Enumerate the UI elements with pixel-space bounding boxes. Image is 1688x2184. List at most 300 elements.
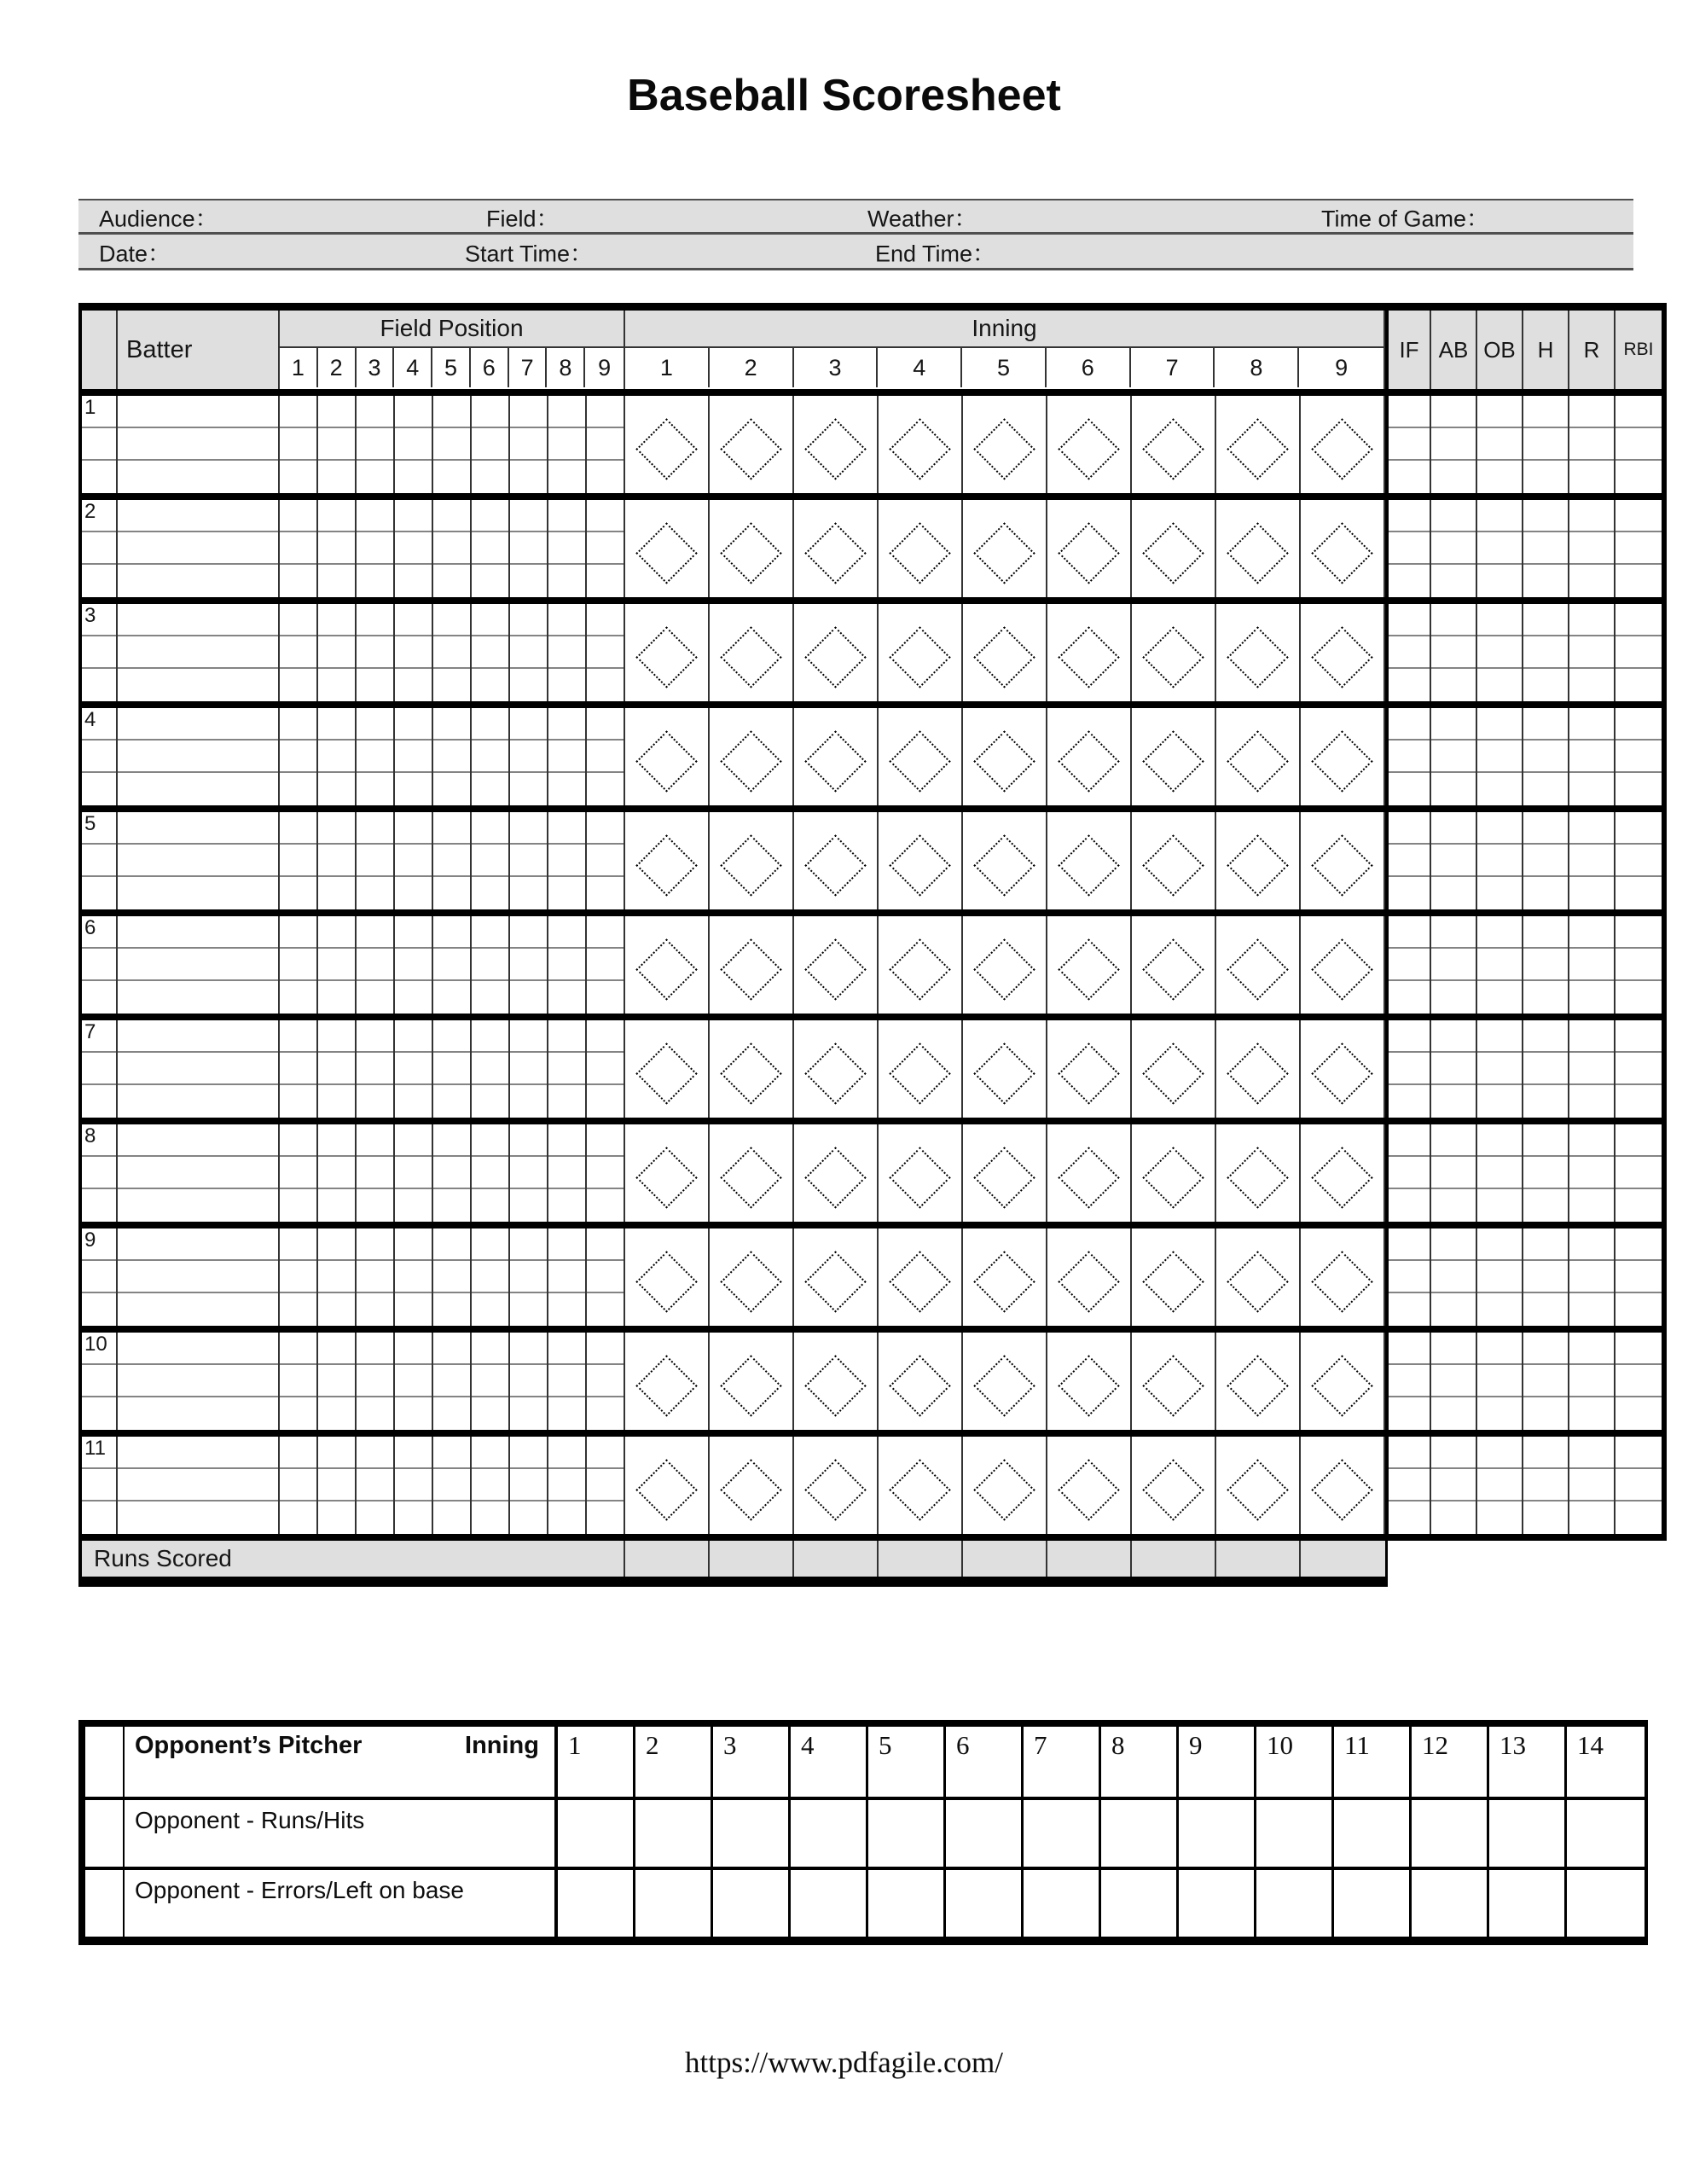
stat-cell[interactable] [1431, 1020, 1477, 1118]
opponent-inning-col-5[interactable]: 5 [868, 1727, 946, 1797]
inning-cell[interactable] [794, 396, 879, 493]
batter-name-cell[interactable] [118, 500, 280, 597]
stat-cell[interactable] [1385, 812, 1431, 909]
inning-cell[interactable] [963, 1124, 1047, 1222]
inning-cell[interactable] [1301, 1228, 1385, 1326]
inning-cell[interactable] [1047, 1228, 1132, 1326]
inning-cell[interactable] [710, 604, 794, 701]
runs-scored-cell[interactable] [794, 1541, 879, 1577]
inning-cell[interactable] [625, 1124, 710, 1222]
opponent-cell[interactable] [868, 1870, 946, 1937]
inning-cell[interactable] [1132, 916, 1216, 1014]
runs-scored-cell[interactable] [710, 1541, 794, 1577]
stat-cell[interactable] [1431, 1437, 1477, 1534]
inning-cell[interactable] [879, 916, 963, 1014]
field-position-cell[interactable] [472, 1333, 510, 1430]
field-position-cell[interactable] [280, 1020, 318, 1118]
field-position-cell[interactable] [357, 1437, 395, 1534]
inning-cell[interactable] [794, 1437, 879, 1534]
field-position-cell[interactable] [280, 604, 318, 701]
opponent-inning-col-12[interactable]: 12 [1412, 1727, 1489, 1797]
opponent-inning-col-7[interactable]: 7 [1024, 1727, 1101, 1797]
opponent-cell[interactable] [558, 1870, 635, 1937]
inning-cell[interactable] [1216, 916, 1301, 1014]
stat-cell[interactable] [1477, 1437, 1523, 1534]
stat-cell[interactable] [1615, 916, 1662, 1014]
field-position-cell[interactable] [395, 1333, 433, 1430]
opponent-inning-col-14[interactable]: 14 [1577, 1730, 1604, 1760]
opponent-cell[interactable] [1489, 1870, 1567, 1937]
runs-scored-cell[interactable] [625, 1541, 710, 1577]
field-position-cell[interactable] [318, 1228, 357, 1326]
stat-cell[interactable] [1385, 1020, 1431, 1118]
field-position-cell[interactable] [357, 396, 395, 493]
field-position-cell[interactable] [318, 396, 357, 493]
inning-cell[interactable] [879, 500, 963, 597]
field-position-cell[interactable] [472, 708, 510, 805]
stat-cell[interactable] [1569, 1437, 1615, 1534]
opponent-cell[interactable] [1101, 1870, 1179, 1937]
opponent-cell[interactable] [791, 1800, 868, 1867]
inning-cell[interactable] [963, 1228, 1047, 1326]
field-position-cell[interactable] [548, 1228, 587, 1326]
inning-cell[interactable] [1216, 604, 1301, 701]
field-position-cell[interactable] [510, 396, 548, 493]
inning-cell[interactable] [879, 708, 963, 805]
inning-cell[interactable] [963, 708, 1047, 805]
field-position-cell[interactable] [395, 1437, 433, 1534]
stat-cell[interactable] [1523, 916, 1569, 1014]
field-position-cell[interactable] [548, 916, 587, 1014]
field-position-cell[interactable] [318, 1124, 357, 1222]
field-position-cell[interactable] [280, 708, 318, 805]
field-position-cell[interactable] [280, 396, 318, 493]
opponent-cell[interactable] [635, 1800, 713, 1867]
field-position-cell[interactable] [472, 812, 510, 909]
inning-cell[interactable] [625, 1228, 710, 1326]
opponent-inning-col-11[interactable]: 11 [1334, 1727, 1412, 1797]
inning-cell[interactable] [625, 396, 710, 493]
field-position-cell[interactable] [280, 1228, 318, 1326]
opponent-cell[interactable] [1567, 1870, 1644, 1937]
inning-cell[interactable] [1301, 500, 1385, 597]
field-position-cell[interactable] [472, 396, 510, 493]
batter-name-cell[interactable] [118, 396, 280, 493]
stat-cell[interactable] [1477, 604, 1523, 701]
field-position-cell[interactable] [548, 1020, 587, 1118]
field-position-cell[interactable] [472, 500, 510, 597]
stat-cell[interactable] [1385, 1333, 1431, 1430]
field-position-cell[interactable] [318, 708, 357, 805]
stat-cell[interactable] [1477, 708, 1523, 805]
stat-cell[interactable] [1431, 396, 1477, 493]
inning-cell[interactable] [1301, 1333, 1385, 1430]
inning-cell[interactable] [963, 1020, 1047, 1118]
field-position-cell[interactable] [433, 604, 472, 701]
opponent-cell[interactable] [558, 1800, 635, 1867]
field-position-cell[interactable] [395, 396, 433, 493]
inning-cell[interactable] [794, 916, 879, 1014]
inning-cell[interactable] [879, 1124, 963, 1222]
field-position-cell[interactable] [433, 916, 472, 1014]
inning-cell[interactable] [625, 1437, 710, 1534]
inning-cell[interactable] [1132, 1333, 1216, 1430]
field-position-cell[interactable] [357, 812, 395, 909]
inning-cell[interactable] [1301, 1437, 1385, 1534]
field-position-cell[interactable] [548, 1124, 587, 1222]
stat-cell[interactable] [1615, 1228, 1662, 1326]
field-position-cell[interactable] [357, 708, 395, 805]
opponent-cell[interactable] [1412, 1800, 1489, 1867]
stat-cell[interactable] [1569, 916, 1615, 1014]
batter-name-cell[interactable] [118, 1437, 280, 1534]
field-position-cell[interactable] [472, 1228, 510, 1326]
inning-cell[interactable] [1132, 1020, 1216, 1118]
inning-cell[interactable] [625, 708, 710, 805]
inning-cell[interactable] [1047, 916, 1132, 1014]
opponent-cell[interactable] [1101, 1800, 1179, 1867]
runs-scored-cell[interactable] [1301, 1541, 1385, 1577]
stat-cell[interactable] [1523, 812, 1569, 909]
inning-cell[interactable] [794, 604, 879, 701]
opponent-cell[interactable] [868, 1800, 946, 1867]
opponent-inning-col-10[interactable]: 10 [1256, 1727, 1334, 1797]
stat-cell[interactable] [1615, 812, 1662, 909]
inning-cell[interactable] [1047, 604, 1132, 701]
field-position-cell[interactable] [548, 396, 587, 493]
stat-cell[interactable] [1385, 1437, 1431, 1534]
inning-cell[interactable] [963, 812, 1047, 909]
stat-cell[interactable] [1523, 604, 1569, 701]
field-position-cell[interactable] [510, 500, 548, 597]
batter-name-cell[interactable] [118, 1124, 280, 1222]
opponent-cell[interactable] [1024, 1870, 1101, 1937]
field-position-cell[interactable] [280, 916, 318, 1014]
field-position-cell[interactable] [587, 396, 625, 493]
field-position-cell[interactable] [510, 1228, 548, 1326]
inning-cell[interactable] [879, 1333, 963, 1430]
opponent-inning-col-4[interactable]: 4 [791, 1727, 868, 1797]
field-position-cell[interactable] [357, 1020, 395, 1118]
field-position-cell[interactable] [510, 1333, 548, 1430]
inning-cell[interactable] [710, 1020, 794, 1118]
batter-name-cell[interactable] [118, 708, 280, 805]
inning-cell[interactable] [879, 1228, 963, 1326]
stat-cell[interactable] [1523, 396, 1569, 493]
inning-cell[interactable] [879, 1437, 963, 1534]
stat-cell[interactable] [1477, 500, 1523, 597]
inning-cell[interactable] [1047, 1437, 1132, 1534]
stat-cell[interactable] [1569, 1020, 1615, 1118]
field-position-cell[interactable] [395, 708, 433, 805]
inning-cell[interactable] [625, 500, 710, 597]
inning-cell[interactable] [1047, 812, 1132, 909]
inning-cell[interactable] [1132, 812, 1216, 909]
opponent-inning-col-3[interactable]: 3 [713, 1727, 791, 1797]
stat-cell[interactable] [1431, 500, 1477, 597]
stat-cell[interactable] [1385, 916, 1431, 1014]
inning-cell[interactable] [1132, 1124, 1216, 1222]
opponent-cell[interactable] [946, 1870, 1024, 1937]
field-position-cell[interactable] [433, 1228, 472, 1326]
field-position-cell[interactable] [472, 1020, 510, 1118]
inning-cell[interactable] [879, 604, 963, 701]
batter-name-cell[interactable] [118, 916, 280, 1014]
field-position-cell[interactable] [433, 1020, 472, 1118]
field-position-cell[interactable] [587, 1333, 625, 1430]
field-position-cell[interactable] [433, 708, 472, 805]
field-position-cell[interactable] [433, 500, 472, 597]
inning-cell[interactable] [794, 1333, 879, 1430]
stat-cell[interactable] [1477, 1228, 1523, 1326]
inning-cell[interactable] [1216, 1124, 1301, 1222]
inning-cell[interactable] [1216, 1020, 1301, 1118]
inning-cell[interactable] [1047, 1333, 1132, 1430]
field-position-cell[interactable] [280, 812, 318, 909]
field-position-cell[interactable] [548, 1437, 587, 1534]
field-position-cell[interactable] [472, 916, 510, 1014]
field-position-cell[interactable] [433, 812, 472, 909]
inning-cell[interactable] [879, 1020, 963, 1118]
inning-cell[interactable] [710, 1333, 794, 1430]
inning-cell[interactable] [1047, 500, 1132, 597]
inning-cell[interactable] [794, 1124, 879, 1222]
field-position-cell[interactable] [548, 604, 587, 701]
runs-scored-cell[interactable] [1132, 1541, 1216, 1577]
stat-cell[interactable] [1615, 604, 1662, 701]
inning-cell[interactable] [963, 1437, 1047, 1534]
field-position-cell[interactable] [587, 1228, 625, 1326]
inning-cell[interactable] [1047, 1124, 1132, 1222]
inning-cell[interactable] [625, 604, 710, 701]
opponent-cell[interactable] [1334, 1800, 1412, 1867]
inning-cell[interactable] [625, 1020, 710, 1118]
field-position-cell[interactable] [395, 604, 433, 701]
field-position-cell[interactable] [318, 1437, 357, 1534]
batter-name-cell[interactable] [118, 812, 280, 909]
opponent-inning-col-2[interactable]: 2 [635, 1727, 713, 1797]
opponent-cell[interactable] [713, 1800, 791, 1867]
stat-cell[interactable] [1615, 1437, 1662, 1534]
stat-cell[interactable] [1431, 708, 1477, 805]
opponent-cell[interactable] [1024, 1800, 1101, 1867]
batter-name-cell[interactable] [118, 1228, 280, 1326]
field-position-cell[interactable] [395, 1228, 433, 1326]
field-position-cell[interactable] [472, 604, 510, 701]
inning-cell[interactable] [1301, 396, 1385, 493]
field-position-cell[interactable] [587, 708, 625, 805]
stat-cell[interactable] [1523, 1020, 1569, 1118]
inning-cell[interactable] [710, 708, 794, 805]
batter-name-cell[interactable] [118, 1020, 280, 1118]
inning-cell[interactable] [1132, 396, 1216, 493]
stat-cell[interactable] [1477, 1124, 1523, 1222]
inning-cell[interactable] [1216, 1437, 1301, 1534]
stat-cell[interactable] [1431, 812, 1477, 909]
stat-cell[interactable] [1431, 1228, 1477, 1326]
field-position-cell[interactable] [318, 604, 357, 701]
inning-cell[interactable] [794, 1020, 879, 1118]
opponent-cell[interactable] [1256, 1870, 1334, 1937]
field-position-cell[interactable] [433, 1437, 472, 1534]
inning-cell[interactable] [1216, 500, 1301, 597]
field-position-cell[interactable] [433, 396, 472, 493]
inning-cell[interactable] [625, 812, 710, 909]
field-position-cell[interactable] [433, 1124, 472, 1222]
stat-cell[interactable] [1431, 604, 1477, 701]
field-position-cell[interactable] [280, 500, 318, 597]
stat-cell[interactable] [1477, 812, 1523, 909]
opponent-cell[interactable] [1412, 1870, 1489, 1937]
opponent-cell[interactable] [713, 1870, 791, 1937]
inning-cell[interactable] [963, 916, 1047, 1014]
opponent-cell[interactable] [1179, 1800, 1256, 1867]
opponent-cell[interactable] [791, 1870, 868, 1937]
inning-cell[interactable] [710, 1437, 794, 1534]
inning-cell[interactable] [879, 812, 963, 909]
inning-cell[interactable] [794, 812, 879, 909]
stat-cell[interactable] [1523, 1124, 1569, 1222]
field-position-cell[interactable] [395, 1124, 433, 1222]
runs-scored-cell[interactable] [879, 1541, 963, 1577]
field-position-cell[interactable] [510, 916, 548, 1014]
stat-cell[interactable] [1477, 396, 1523, 493]
stat-cell[interactable] [1615, 708, 1662, 805]
inning-cell[interactable] [710, 1228, 794, 1326]
field-position-cell[interactable] [510, 812, 548, 909]
field-position-cell[interactable] [587, 1124, 625, 1222]
stat-cell[interactable] [1523, 1437, 1569, 1534]
stat-cell[interactable] [1385, 708, 1431, 805]
stat-cell[interactable] [1569, 812, 1615, 909]
field-position-cell[interactable] [395, 500, 433, 597]
inning-cell[interactable] [1216, 1228, 1301, 1326]
field-position-cell[interactable] [587, 916, 625, 1014]
opponent-cell[interactable] [635, 1870, 713, 1937]
opponent-cell[interactable] [1489, 1800, 1567, 1867]
stat-cell[interactable] [1523, 500, 1569, 597]
stat-cell[interactable] [1523, 1228, 1569, 1326]
inning-cell[interactable] [1216, 708, 1301, 805]
inning-cell[interactable] [1301, 1020, 1385, 1118]
stat-cell[interactable] [1385, 396, 1431, 493]
field-position-cell[interactable] [318, 1020, 357, 1118]
field-position-cell[interactable] [357, 916, 395, 1014]
field-position-cell[interactable] [318, 1333, 357, 1430]
field-position-cell[interactable] [587, 1437, 625, 1534]
field-position-cell[interactable] [395, 812, 433, 909]
field-position-cell[interactable] [318, 500, 357, 597]
field-position-cell[interactable] [510, 1124, 548, 1222]
runs-scored-cell[interactable] [1047, 1541, 1132, 1577]
stat-cell[interactable] [1615, 396, 1662, 493]
stat-cell[interactable] [1569, 1228, 1615, 1326]
field-position-cell[interactable] [357, 1228, 395, 1326]
field-position-cell[interactable] [280, 1437, 318, 1534]
inning-cell[interactable] [1301, 916, 1385, 1014]
field-position-cell[interactable] [587, 812, 625, 909]
inning-cell[interactable] [963, 500, 1047, 597]
stat-cell[interactable] [1385, 604, 1431, 701]
stat-cell[interactable] [1431, 1124, 1477, 1222]
batter-name-cell[interactable] [118, 1333, 280, 1430]
field-position-cell[interactable] [510, 604, 548, 701]
opponent-inning-col-1[interactable]: 1 [558, 1727, 635, 1797]
stat-cell[interactable] [1569, 1124, 1615, 1222]
inning-cell[interactable] [710, 1124, 794, 1222]
stat-cell[interactable] [1385, 1228, 1431, 1326]
stat-cell[interactable] [1615, 1020, 1662, 1118]
stat-cell[interactable] [1569, 500, 1615, 597]
inning-cell[interactable] [963, 396, 1047, 493]
inning-cell[interactable] [963, 1333, 1047, 1430]
inning-cell[interactable] [625, 1333, 710, 1430]
field-position-cell[interactable] [472, 1124, 510, 1222]
field-position-cell[interactable] [587, 604, 625, 701]
field-position-cell[interactable] [280, 1333, 318, 1430]
field-position-cell[interactable] [357, 500, 395, 597]
field-position-cell[interactable] [510, 1020, 548, 1118]
inning-cell[interactable] [879, 396, 963, 493]
stat-cell[interactable] [1385, 500, 1431, 597]
field-position-cell[interactable] [357, 1124, 395, 1222]
inning-cell[interactable] [794, 500, 879, 597]
field-position-cell[interactable] [395, 1020, 433, 1118]
inning-cell[interactable] [1047, 1020, 1132, 1118]
field-position-cell[interactable] [318, 812, 357, 909]
opponent-cell[interactable] [946, 1800, 1024, 1867]
field-position-cell[interactable] [548, 812, 587, 909]
opponent-cell[interactable] [1179, 1870, 1256, 1937]
inning-cell[interactable] [1301, 604, 1385, 701]
stat-cell[interactable] [1477, 1020, 1523, 1118]
field-position-cell[interactable] [587, 500, 625, 597]
stat-cell[interactable] [1431, 916, 1477, 1014]
field-position-cell[interactable] [587, 1020, 625, 1118]
stat-cell[interactable] [1615, 500, 1662, 597]
opponent-inning-col-6[interactable]: 6 [946, 1727, 1024, 1797]
inning-cell[interactable] [794, 708, 879, 805]
field-position-cell[interactable] [472, 1437, 510, 1534]
inning-cell[interactable] [1301, 708, 1385, 805]
inning-cell[interactable] [1132, 500, 1216, 597]
opponent-inning-col-13[interactable]: 13 [1489, 1727, 1567, 1797]
footer-link[interactable]: https://www.pdfagile.com/ [685, 2046, 1003, 2079]
field-position-cell[interactable] [510, 1437, 548, 1534]
field-position-cell[interactable] [548, 500, 587, 597]
stat-cell[interactable] [1615, 1333, 1662, 1430]
inning-cell[interactable] [625, 916, 710, 1014]
stat-cell[interactable] [1477, 916, 1523, 1014]
field-position-cell[interactable] [318, 916, 357, 1014]
stat-cell[interactable] [1569, 708, 1615, 805]
inning-cell[interactable] [1132, 1437, 1216, 1534]
field-position-cell[interactable] [548, 708, 587, 805]
inning-cell[interactable] [710, 500, 794, 597]
inning-cell[interactable] [710, 812, 794, 909]
inning-cell[interactable] [1301, 812, 1385, 909]
field-position-cell[interactable] [433, 1333, 472, 1430]
stat-cell[interactable] [1523, 708, 1569, 805]
stat-cell[interactable] [1523, 1333, 1569, 1430]
batter-name-cell[interactable] [118, 604, 280, 701]
stat-cell[interactable] [1569, 1333, 1615, 1430]
inning-cell[interactable] [710, 916, 794, 1014]
runs-scored-cell[interactable] [1216, 1541, 1301, 1577]
inning-cell[interactable] [1047, 708, 1132, 805]
inning-cell[interactable] [1216, 812, 1301, 909]
field-position-cell[interactable] [548, 1333, 587, 1430]
